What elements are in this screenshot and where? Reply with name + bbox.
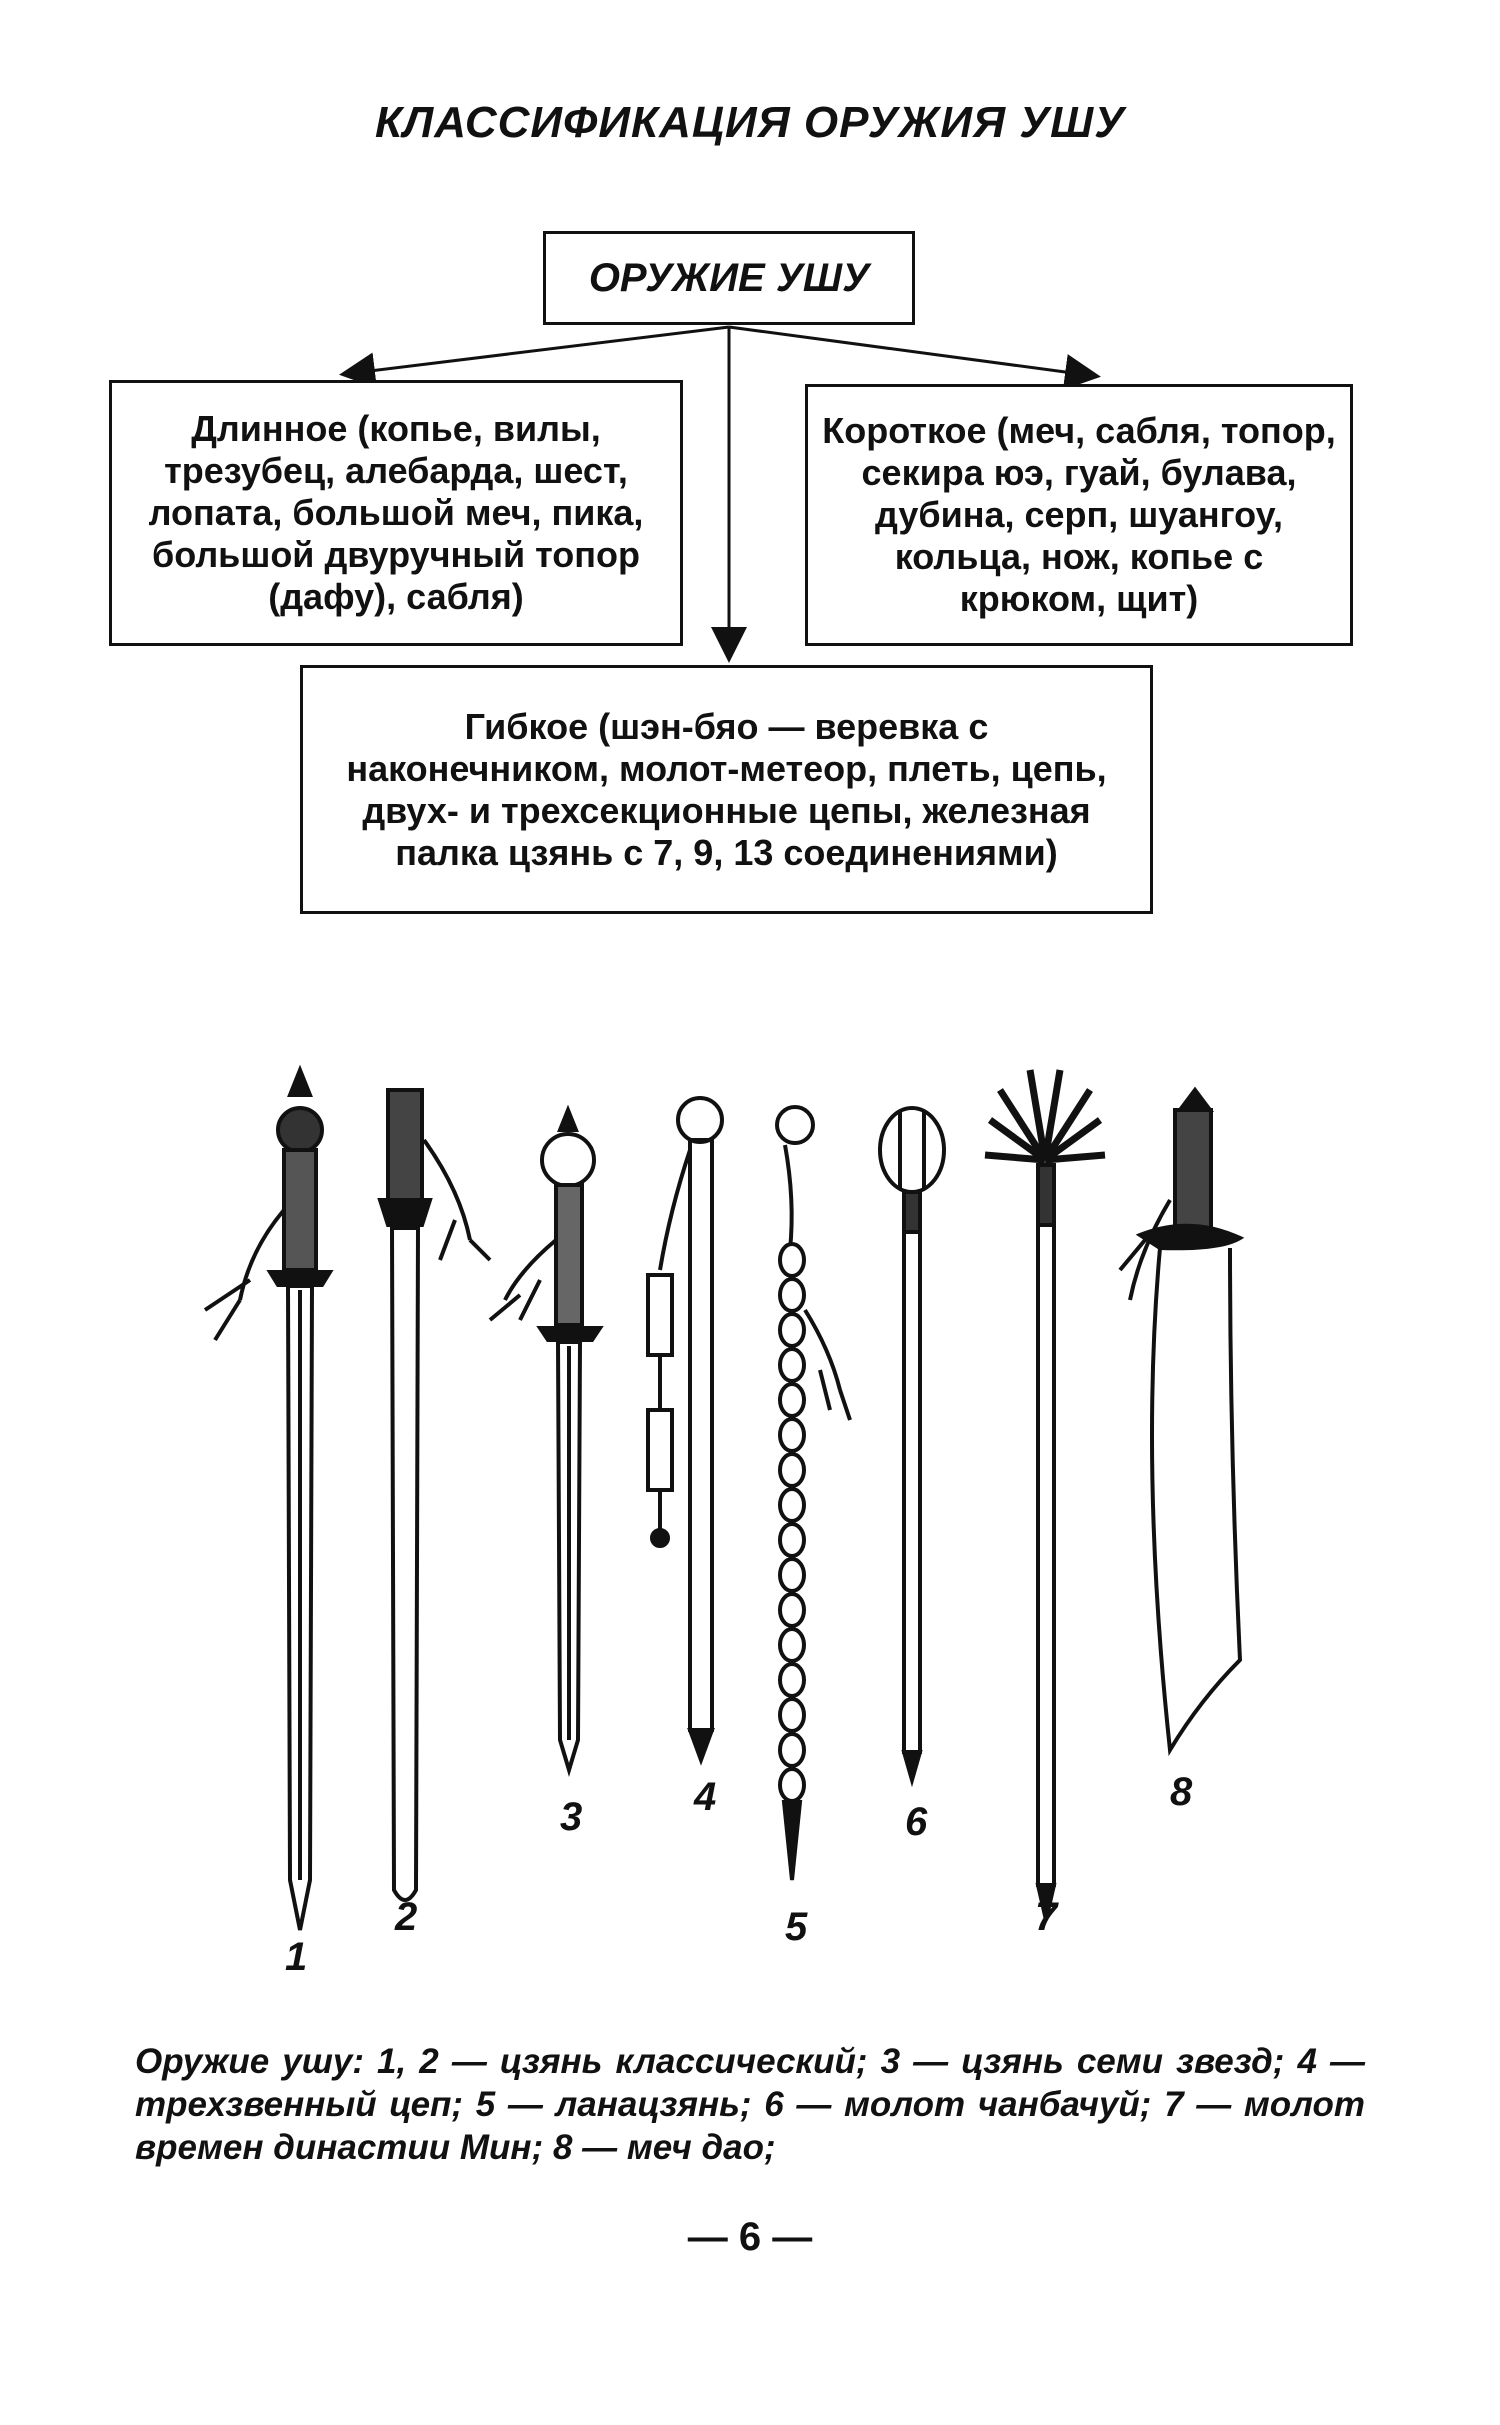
long-weapons-box — [109, 380, 683, 646]
weapon-label-1: 1 — [285, 1935, 308, 1979]
short-weapons-text: Короткое (меч, сабля, топор, секира юэ, гуай, булава, дубина, серп, шуангоу, кольца, нож, копье с крюком, щит) — [822, 410, 1336, 619]
long-weapons-text: Длинное (копье, вилы, трезубец, алебарда, шест, лопата, большой меч, пика, большой двуручный топор (дафу), сабля) — [148, 408, 644, 617]
arrow-to-short — [729, 327, 1095, 376]
weapons-illustration — [0, 1050, 1500, 2000]
figure-caption: Оружие ушу: 1, 2 — цзянь классический; 3 — цзянь семи звезд; 4 — трехзвенный цеп; 5 — ланацзянь; 6 — молот чанбачуй; 7 — молот времен династии Мин; 8 — меч дао; — [135, 2042, 1365, 2167]
weapon-7-illustration — [985, 1070, 1105, 1920]
weapon-6-illustration — [880, 1108, 944, 1780]
weapon-label-7: 7 — [1035, 1895, 1058, 1939]
weapon-label-3: 3 — [560, 1795, 583, 1839]
weapon-label-4: 4 — [694, 1775, 717, 1819]
flexible-weapons-box — [300, 665, 1153, 914]
short-weapons-box — [805, 384, 1353, 646]
weapon-1-illustration — [205, 1070, 330, 1930]
weapon-label-5: 5 — [785, 1905, 808, 1949]
weapon-8-illustration — [1120, 1090, 1240, 1750]
weapon-4-illustration — [648, 1098, 722, 1760]
weapon-2-illustration — [380, 1090, 490, 1900]
weapon-5-illustration — [777, 1107, 850, 1880]
weapon-3-illustration — [490, 1110, 600, 1770]
root-label: ОРУЖИЕ УШУ — [588, 255, 870, 300]
page-title: КЛАССИФИКАЦИЯ ОРУЖИЯ УШУ — [374, 98, 1126, 147]
arrow-to-long — [345, 327, 729, 374]
weapon-label-8: 8 — [1170, 1770, 1193, 1814]
weapon-label-6: 6 — [905, 1800, 928, 1844]
weapon-label-2: 2 — [395, 1895, 418, 1939]
root-box — [543, 231, 915, 325]
page-number: — 6 — — [687, 2215, 813, 2259]
flexible-weapons-text: Гибкое (шэн-бяо — веревка с наконечником, молот-метеор, плеть, цепь, двух- и трехсекционные цепы, железная палка цзянь с 7, 9, 13 соединениями) — [346, 705, 1107, 873]
